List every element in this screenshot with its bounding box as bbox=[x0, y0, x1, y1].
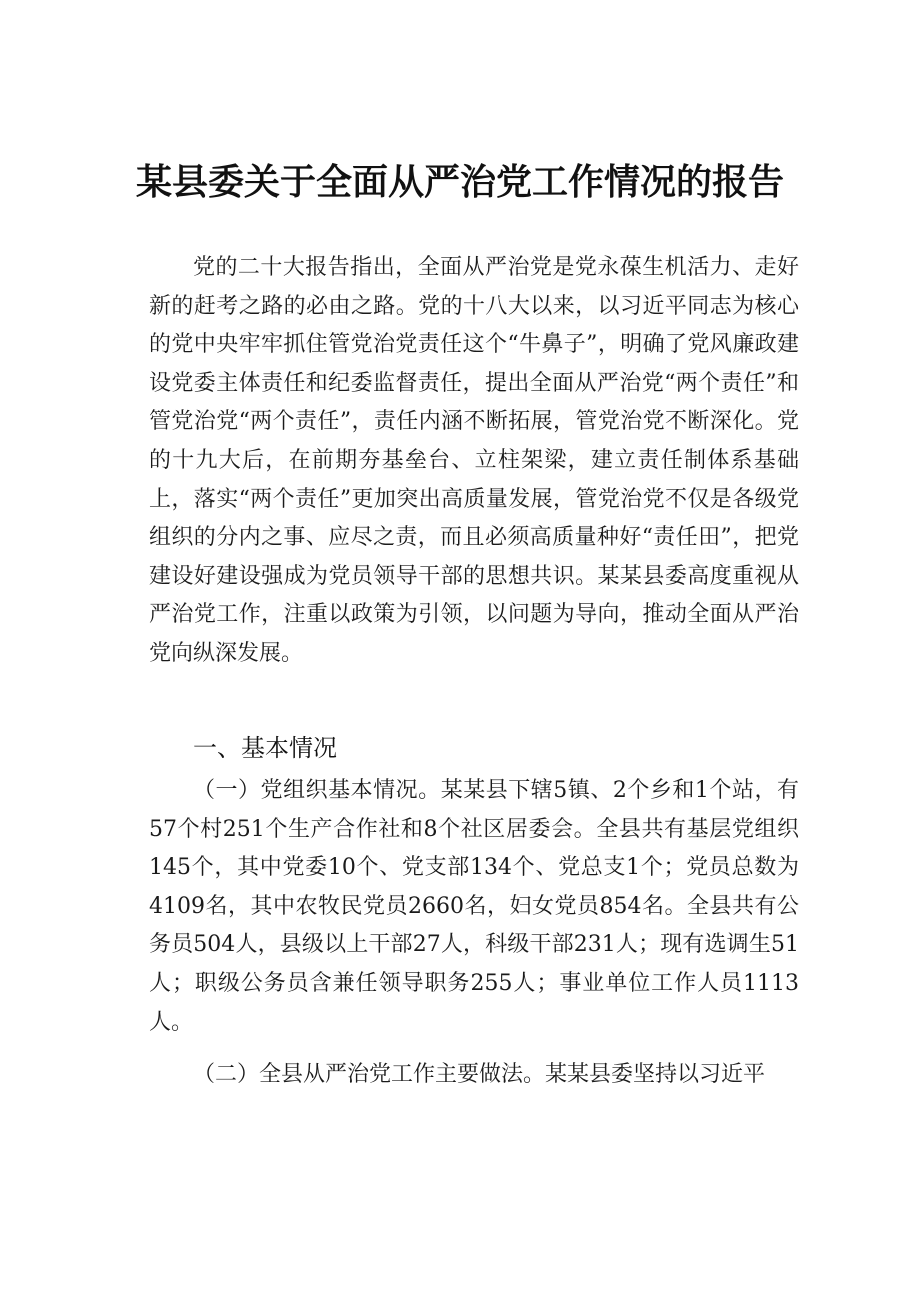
document-title: 某县委关于全面从严治党工作情况的报告 bbox=[135, 161, 784, 203]
intro-paragraph: 党的二十大报告指出，全面从严治党是党永葆生机活力、走好新的赶考之路的必由之路。党的十八大以来，以习近平同志为核心的党中央牢牢抓住管党治党责任这个“牛鼻子”，明确了党风廉政建设党委主体责任和纪委监督责任，提出全面从严治党“两个责任”和管党治党“两个责任”，责任内涵不断拓展，管党治党不断深化。党的十九大后，在前期夯基垒台、立柱架梁，建立责任制体系基础上，落实“两个责任”更加突出高质量发展，管党治党不仅是各级党组织的分内之事、应尽之责，而且必须高质量种好“责任田”，把党建设好建设强成为党员领导干部的思想共识。某某县委高度重视从严治党工作，注重以政策为引领，以问题为导向，推动全面从严治党向纵深发展。 bbox=[149, 255, 799, 666]
section-heading-basic-situation: 一、基本情况 bbox=[193, 734, 337, 762]
party-organization-paragraph: （一）党组织基本情况。某某县下辖5镇、2个乡和1个站，有57个村251个生产合作社和8个社区居委会。全县共有基层党组织145个，其中党委10个、党支部134个、党总支1个；党员总数为4109名，其中农牧民党员2660名，妇女党员854名。全县共有公务员504人，县级以上干部27人，科级干部231人；现有选调生51人；职级公务员含兼任领导职务255人；事业单位工作人员1113人。 bbox=[149, 778, 799, 1035]
main-practices-paragraph: （二）全县从严治党工作主要做法。某某县委坚持以习近平 bbox=[193, 1062, 766, 1087]
